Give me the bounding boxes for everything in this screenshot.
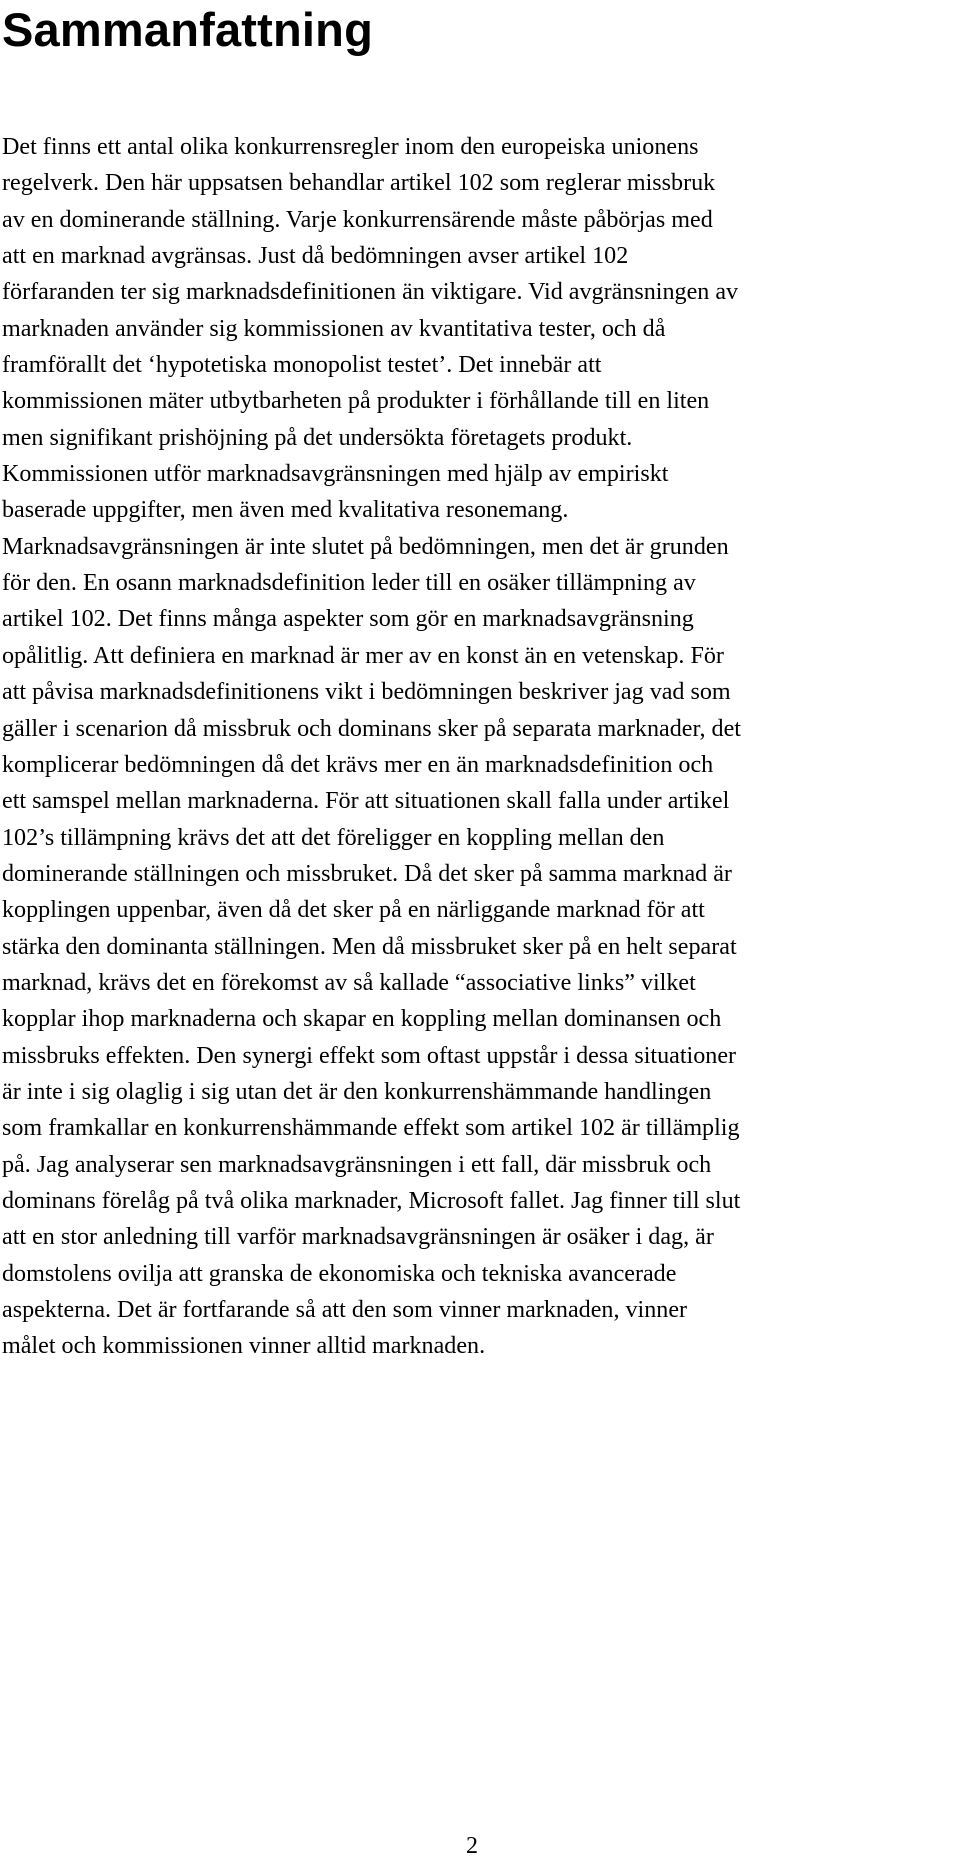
paragraph-line: Kommissionen utför marknadsavgränsningen med hjälp av empiriskt — [2, 461, 669, 488]
paragraph-line: stärka den dominanta ställningen. Men då missbruket sker på en helt separat — [2, 933, 737, 960]
paragraph-line: förfaranden ter sig marknadsdefinitionen än viktigare. Vid avgränsningen av — [2, 279, 739, 306]
paragraph-line: Det finns ett antal olika konkurrensregler inom den europeiska unionens — [2, 134, 699, 160]
paragraph-line: på. Jag analyserar sen marknadsavgränsningen i ett fall, där missbruk och — [2, 1151, 712, 1178]
paragraph-line: gäller i scenarion då missbruk och dominans sker på separata marknader, det — [2, 715, 741, 742]
paragraph-line: marknaden använder sig kommissionen av kvantitativa tester, och då — [2, 315, 666, 342]
paragraph-line: ett samspel mellan marknaderna. För att situationen skall falla under artikel — [2, 788, 730, 815]
paragraph-line: dominerande ställningen och missbruket. Då det sker på samma marknad är — [2, 860, 732, 887]
paragraph-line: 102’s tillämpning krävs det att det föreligger en koppling mellan den — [2, 824, 665, 851]
summary-paragraph — [2, 129, 960, 1365]
paragraph-line: artikel 102. Det finns många aspekter som gör en marknadsavgränsning — [2, 606, 694, 633]
paragraph-line: dominans förelåg på två olika marknader, Microsoft fallet. Jag finner till slut — [2, 1187, 741, 1214]
paragraph-line: men signifikant prishöjning på det undersökta företagets produkt. — [2, 424, 633, 451]
paragraph-line: kopplar ihop marknaderna och skapar en koppling mellan dominansen och — [2, 1006, 722, 1033]
paragraph-line: att en stor anledning till varför marknadsavgränsningen är osäker i dag, är — [2, 1224, 714, 1251]
page-number: 2 — [466, 1833, 478, 1859]
paragraph-line: aspekterna. Det är fortfarande så att den som vinner marknaden, vinner — [2, 1297, 688, 1323]
page-title: Sammanfattning — [2, 3, 373, 56]
paragraph-line: att en marknad avgränsas. Just då bedömningen avser artikel 102 — [2, 243, 629, 270]
paragraph-line: kommissionen mäter utbytbarheten på produkter i förhållande till en liten — [2, 388, 710, 415]
paragraph-line: missbruks effekten. Den synergi effekt som oftast uppstår i dessa situationer — [2, 1042, 737, 1069]
paragraph-line: baserade uppgifter, men även med kvalitativa resonemang. — [2, 497, 569, 524]
paragraph-line: att påvisa marknadsdefinitionens vikt i bedömningen beskriver jag vad som — [2, 679, 731, 706]
paragraph-line: för den. En osann marknadsdefinition leder till en osäker tillämpning av — [2, 570, 696, 597]
paragraph-line: marknad, krävs det en förekomst av så kallade “associative links” vilket — [2, 969, 696, 996]
paragraph-line: komplicerar bedömningen då det krävs mer en än marknadsdefinition och — [2, 751, 714, 778]
paragraph-line: regelverk. Den här uppsatsen behandlar artikel 102 som reglerar missbruk — [2, 170, 716, 197]
paragraph-line: är inte i sig olaglig i sig utan det är den konkurrenshämmande handlingen — [2, 1078, 712, 1105]
paragraph-line: kopplingen uppenbar, även då det sker på en närliggande marknad för att — [2, 897, 705, 924]
paragraph-line: opålitlig. Att definiera en marknad är mer av en konst än en vetenskap. För — [2, 642, 724, 669]
paragraph-line: som framkallar en konkurrenshämmande effekt som artikel 102 är tillämplig — [2, 1115, 740, 1142]
paragraph-line: framförallt det ‘hypotetiska monopolist testet’. Det innebär att — [2, 352, 602, 379]
paragraph-line: Marknadsavgränsningen är inte slutet på bedömningen, men det är grunden — [2, 533, 729, 560]
paragraph-line: av en dominerande ställning. Varje konkurrensärende måste påbörjas med — [2, 206, 713, 233]
paragraph-line: målet och kommissionen vinner alltid marknaden. — [2, 1333, 486, 1360]
paragraph-line: domstolens ovilja att granska de ekonomiska och tekniska avancerade — [2, 1260, 677, 1287]
